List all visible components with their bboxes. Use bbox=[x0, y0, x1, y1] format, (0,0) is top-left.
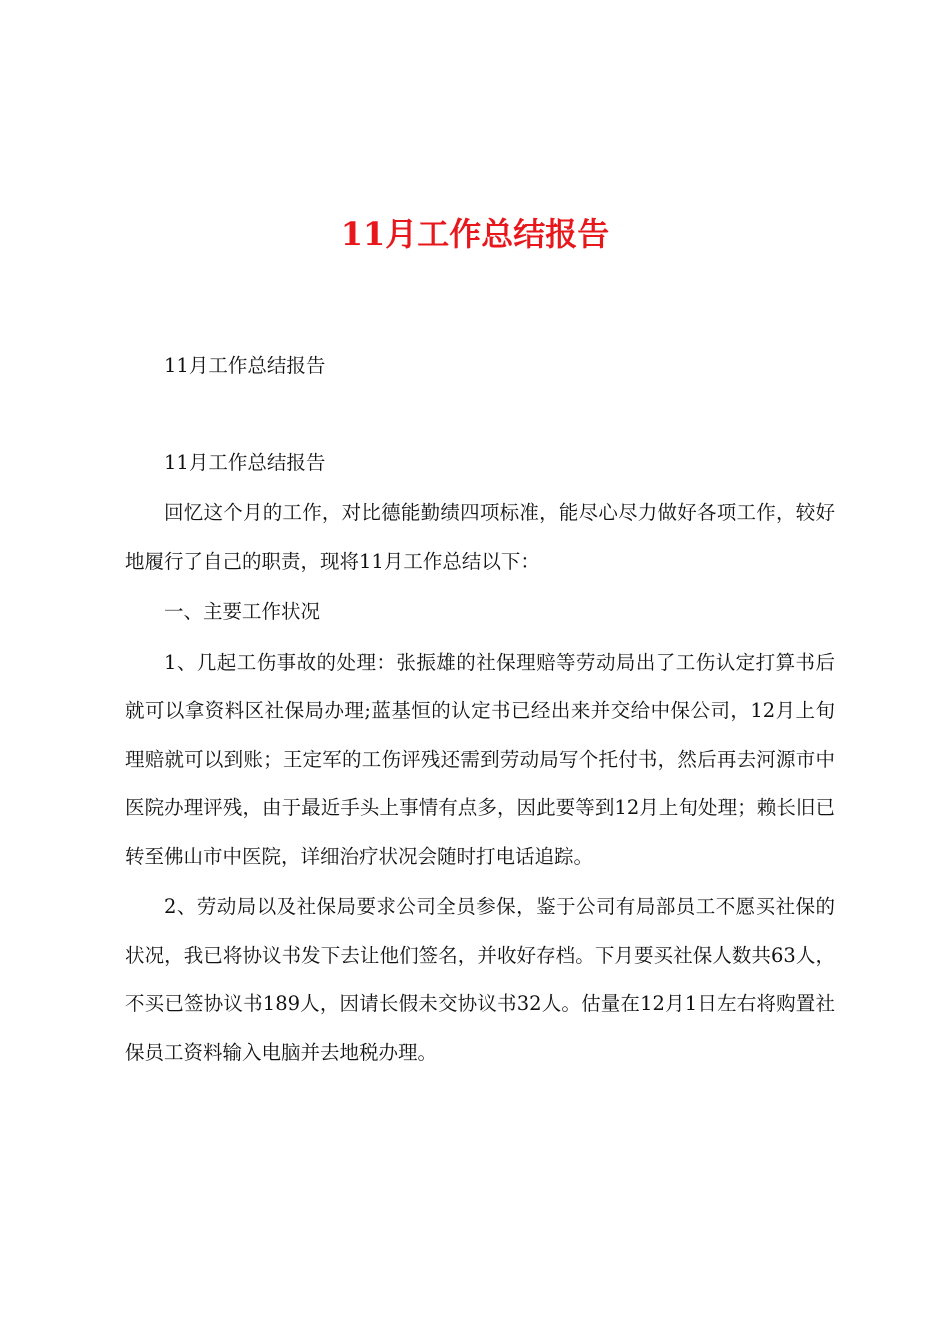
paragraph-injury-handling: 1、几起工伤事故的处理：张振雄的社保理赔等劳动局出了工伤认定打算书后就可以拿资料区社保局办理;蓝基恒的认定书已经出来并交给中保公司，12月上旬理赔就可以到账；王定军的工伤评残还需到劳动局写个托付书，然后再去河源市中医院办理评残，由于最近手头上事情有点多，因此要等到12月上旬处理；赖长旧已转至佛山市中医院，详细治疗状况会随时打电话追踪。 bbox=[125, 650, 835, 868]
document-title: 11月工作总结报告 bbox=[340, 215, 610, 253]
repeated-title-line-1: 11月工作总结报告 bbox=[164, 354, 326, 377]
intro-paragraph: 回忆这个月的工作，对比德能勤绩四项标准，能尽心尽力做好各项工作，较好地履行了自己的职责，现将11月工作总结以下： bbox=[125, 501, 835, 573]
repeated-title-line-2: 11月工作总结报告 bbox=[164, 450, 326, 474]
document-body bbox=[125, 342, 835, 1079]
section-heading-main-work: 一、主要工作状况 bbox=[164, 600, 321, 623]
paragraph-social-insurance: 2、劳动局以及社保局要求公司全员参保，鉴于公司有局部员工不愿买社保的状况，我已将协议书发下去让他们签名，并收好存档。下月要买社保人数共63人，不买已签协议书189人，因请长假未交协议书32人。估量在12月1日左右将购置社保员工资料输入电脑并去地税办理。 bbox=[125, 895, 835, 1064]
